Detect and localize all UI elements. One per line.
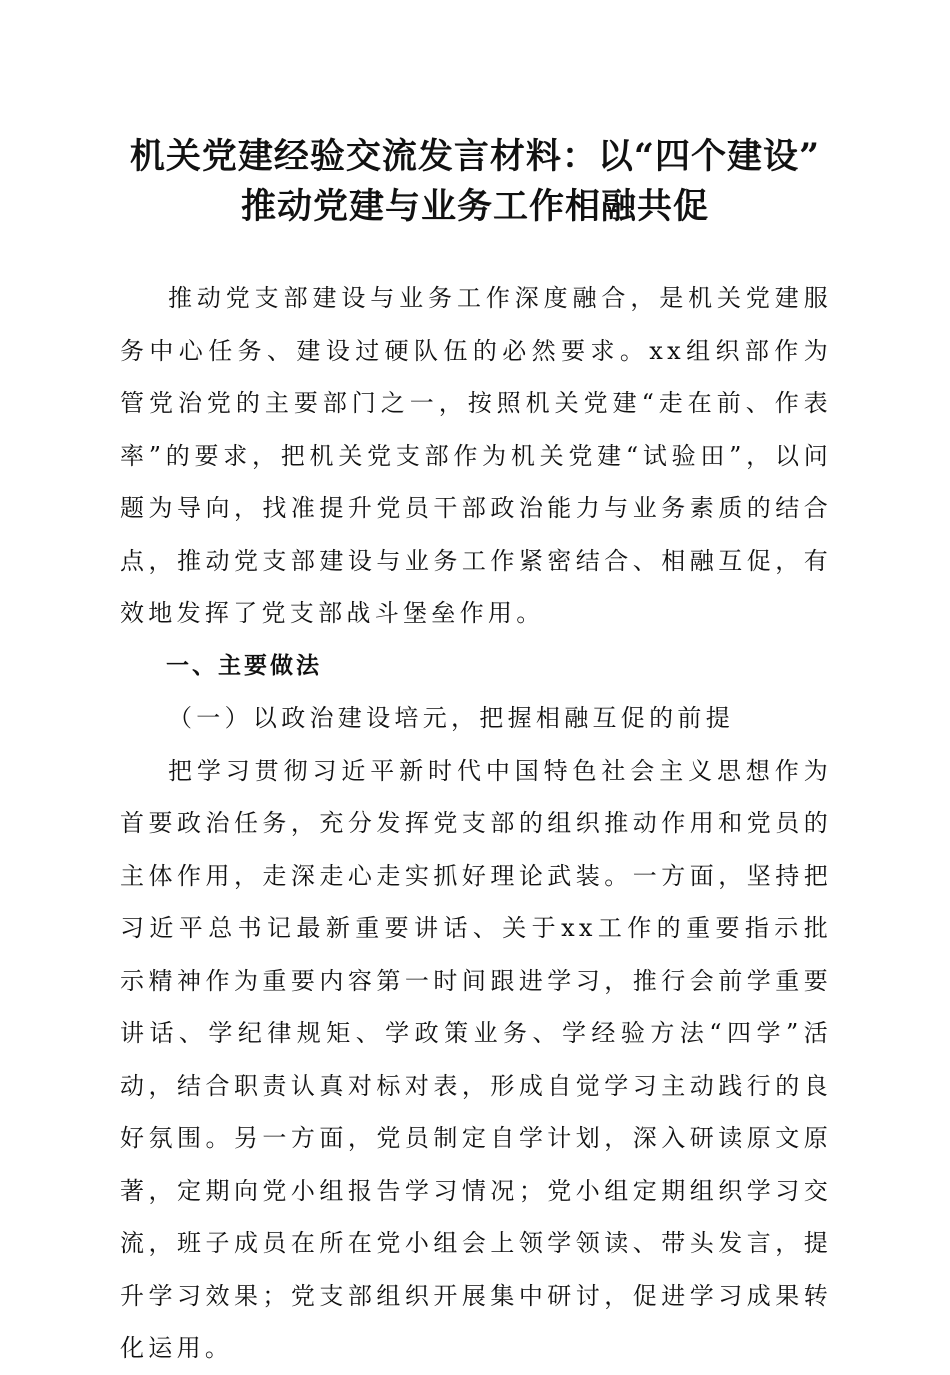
intro-paragraph: 推动党支部建设与业务工作深度融合，是机关党建服务中心任务、建设过硬队伍的必然要求。xx组织部作为管党治党的主要部门之一，按照机关党建“走在前、作表率”的要求，把机关党支部作为机关党建“试验田”，以问题为导向，找准提升党员干部政治能力与业务素质的结合点，推动党支部建设与业务工作紧密结合、相融互促，有效地发挥了党支部战斗堡垒作用。 [120, 284, 832, 627]
document-body [120, 272, 832, 1375]
subsection-heading-political-building: （一）以政治建设培元，把握相融互促的前提 [168, 704, 734, 732]
section-heading-main-practices: 一、主要做法 [166, 652, 322, 679]
subsection-paragraph-political-building: 把学习贯彻习近平新时代中国特色社会主义思想作为首要政治任务，充分发挥党支部的组织推动作用和党员的主体作用，走深走心走实抓好理论武装。一方面，坚持把习近平总书记最新重要讲话、关于xx工作的重要指示批示精神作为重要内容第一时间跟进学习，推行会前学重要讲话、学纪律规矩、学政策业务、学经验方法“四学”活动，结合职责认真对标对表，形成自觉学习主动践行的良好氛围。另一方面，党员制定自学计划，深入研读原文原著，定期向党小组报告学习情况；党小组定期组织学习交流，班子成员在所在党小组会上领学领读、带头发言，提升学习效果；党支部组织开展集中研讨，促进学习成果转化运用。 [120, 756, 832, 1362]
title-line-1: 机关党建经验交流发言材料：以“四个建设” [129, 136, 821, 177]
document-title [60, 132, 890, 232]
title-line-2: 推动党建与业务工作相融共促 [240, 186, 709, 227]
